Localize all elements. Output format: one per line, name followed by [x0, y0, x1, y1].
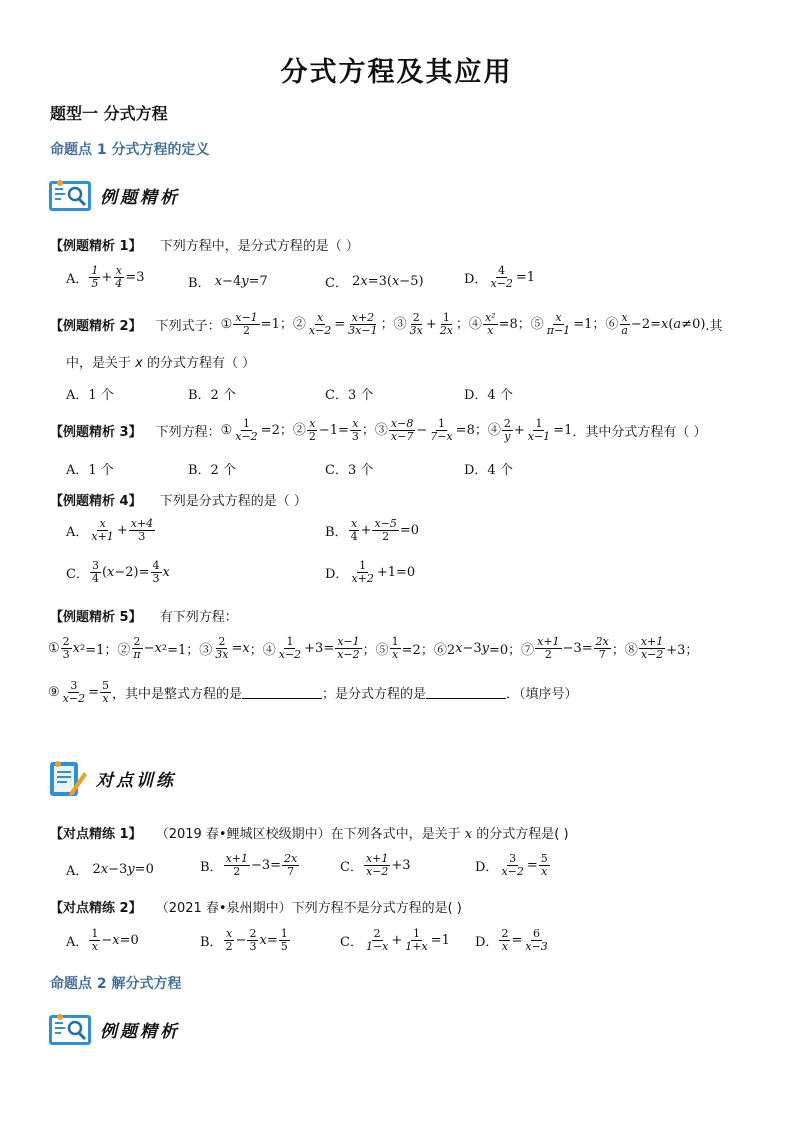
example-banner-2 — [48, 1012, 180, 1046]
example-banner — [48, 178, 180, 212]
topic-heading-2: 命题点 2 解分式方程 — [50, 976, 182, 992]
example-5-question: ⑨ $\frac{3}{x-2}$ = $\frac{5}{x}$ ，其中是整式方程的是 ；是分式方程的是 ．（填序号） — [48, 679, 578, 705]
practice-2-option-b: B． $\frac{x}{2}$ − $\frac{2}{3}$ x = $\frac{1}{5}$ — [200, 927, 288, 953]
pencil-notebook-icon — [48, 758, 88, 798]
example-3-option-d: D．4 个 — [464, 463, 513, 478]
page-title: 分式方程及其应用 — [280, 57, 513, 88]
example-3-label: 【例题精析 3】 — [50, 425, 142, 440]
example-4-stem: 下列是分式方程的是（ ） — [159, 494, 307, 509]
example-5-equations: ① $\frac{2}{3}$ x ²=1；② $\frac{2}{\pi}$ − x ²=1；③ $\frac{2}{3x}$ = x ；④ $\frac{1}{x-2}$ +3= $\frac{x-1}{x-2}$ ；⑤ $\frac{1}{x}$ =2；⑥2 x −3 y =0；⑦ $\frac{x+1}{2}$ −3= $\frac{2x}{7}$ ；⑧ $\frac{x+1}{x-2}$ +3； — [48, 635, 699, 661]
example-banner-label: 例题精析 — [100, 187, 180, 208]
practice-1-option-a: A． 2 x −3 y =0 — [66, 862, 154, 879]
example-2-option-c: C．3 个 — [325, 388, 374, 403]
example-4-option-c: C． $\frac{3}{4}$ ( x −2)= $\frac{4}{3}$ x — [66, 559, 170, 585]
example-4-label: 【例题精析 4】 — [50, 494, 142, 509]
example-2-label: 【例题精析 2】 — [50, 319, 142, 334]
example-1-label: 【例题精析 1】 — [50, 239, 142, 254]
example-1-option-c: C． 2 x =3( x −5) — [325, 274, 424, 291]
practice-1-label: 【对点精练 1】 — [50, 827, 142, 842]
practice-1-line: 【对点精练 1】 （2019 春•鲤城区校级期中）在下列各式中，是关于 x 的分式方程是( ) — [50, 827, 569, 842]
example-1-option-b: B． x −4 y =7 — [188, 274, 268, 291]
example-3-option-a: A．1 个 — [66, 463, 114, 478]
practice-2-line: 【对点精练 2】 （2021 春•泉州期中）下列方程不是分式方程的是( ) — [50, 901, 462, 916]
example-4-option-a: A． $\frac{x}{x+1}$ + $\frac{x+4}{3}$ — [66, 517, 154, 543]
example-2-line: 【例题精析 2】 下列式子： ① $\frac{x-1}{2}$ =1；② $\frac{x}{x-2}$ = $\frac{x+2}{3x-1}$ ；③ $\frac{2}{3x}$ + $\frac{1}{2x}$ ；④ $\frac{\text{x²}}{x}$ =8；⑤ $\frac{x}{\pi-1}$ =1；⑥ $\frac{x}{a}$ −2=x(a≠0) .其 — [50, 311, 723, 337]
practice-banner — [48, 758, 176, 798]
answer-blank-fractional[interactable] — [426, 686, 506, 699]
practice-2-option-d: D． $\frac{2}{x}$ = $\frac{6}{x-3}$ — [475, 927, 548, 953]
example-2-continuation: 中，是关于 x 的分式方程有（ ） — [66, 356, 256, 371]
answer-blank-integral[interactable] — [242, 686, 322, 699]
topic-heading-1: 命题点 1 分式方程的定义 — [50, 142, 210, 158]
magnifier-doc-icon — [48, 178, 92, 212]
example-1-stem: 下列方程中，是分式方程的是（ ） — [159, 239, 359, 254]
practice-2-label: 【对点精练 2】 — [50, 901, 142, 916]
practice-1-option-b: B． $\frac{x+1}{2}$ −3= $\frac{2x}{7}$ — [200, 852, 298, 878]
practice-1-option-d: D． $\frac{3}{x-2}$ = $\frac{5}{x}$ — [475, 852, 548, 878]
practice-2-option-a: A． $\frac{1}{x}$ − x =0 — [66, 927, 139, 953]
practice-2-option-c: C． $\frac{2}{1-x}$ + $\frac{1}{1+x}$ =1 — [340, 927, 450, 953]
example-1-option-a: A． $\frac{1}{5}$ + $\frac{x}{4}$ =3 — [66, 264, 145, 290]
magnifier-doc-icon — [48, 1012, 92, 1046]
example-2-option-b: B．2 个 — [188, 388, 236, 403]
example-2-option-a: A．1 个 — [66, 388, 114, 403]
example-2-option-d: D．4 个 — [464, 388, 513, 403]
example-1-option-d: D． $\frac{4}{x-2}$ =1 — [464, 264, 536, 290]
example-5-stem: 有下列方程： — [159, 610, 238, 625]
section-heading: 题型一 分式方程 — [50, 104, 168, 123]
practice-1-option-c: C． $\frac{x+1}{x-2}$ +3 — [340, 852, 411, 878]
example-4-option-b: B． $\frac{x}{4}$ + $\frac{x-5}{2}$ =0 — [325, 517, 420, 543]
example-3-line: 【例题精析 3】 下列方程： ① $\frac{1}{x-2}$ =2；② $\frac{x}{2}$ −1= $\frac{x}{3}$ ；③ $\frac{x-8}{x-7}$ − $\frac{1}{7-x}$ =8；④ $\frac{2}{y}$ + $\frac{1}{x-1}$ =1 ．其中分式方程有（ ） — [50, 417, 707, 443]
example-4-option-d: D． $\frac{1}{x+2}$ +1=0 — [325, 559, 416, 585]
practice-banner-label: 对点训练 — [96, 770, 176, 791]
example-3-option-c: C．3 个 — [325, 463, 374, 478]
example-3-option-b: B．2 个 — [188, 463, 236, 478]
example-banner-2-label: 例题精析 — [100, 1021, 180, 1042]
example-5-label: 【例题精析 5】 — [50, 610, 142, 625]
